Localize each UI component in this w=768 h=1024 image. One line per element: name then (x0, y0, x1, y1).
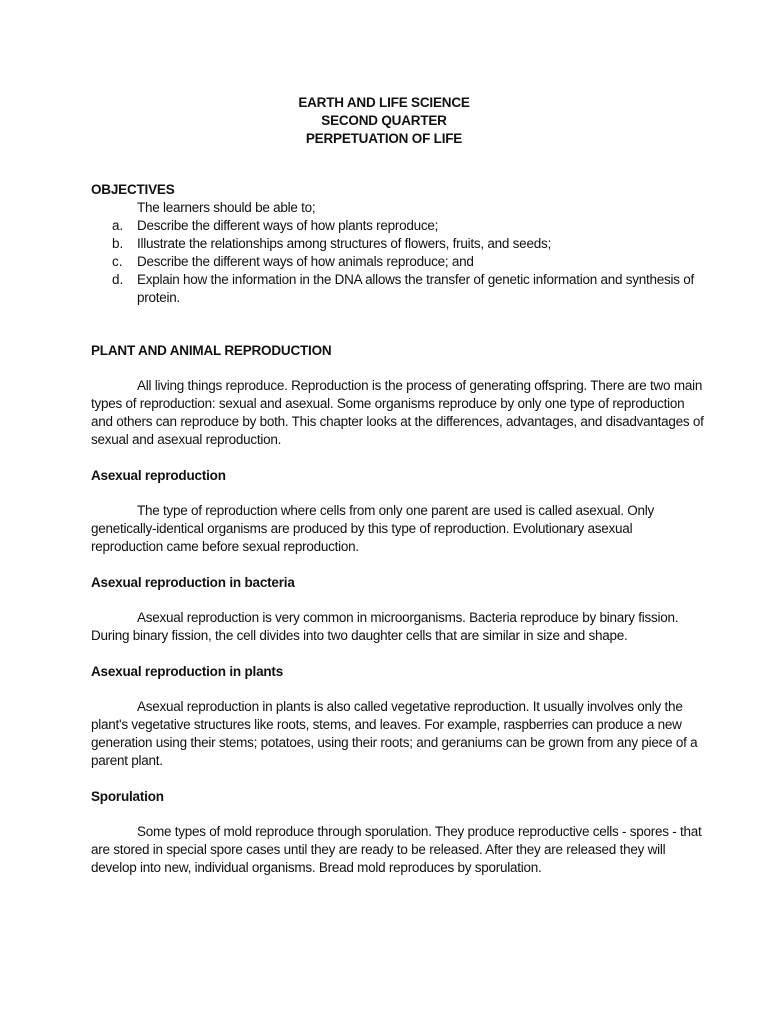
document-title (0, 94, 768, 148)
paragraph-line: are stored in special spore cases until they are ready to be released. After they are released they will (91, 842, 666, 857)
objective-d-text-line-1: Explain how the information in the DNA allows the transfer of genetic information and synthesis of (137, 272, 695, 287)
section-heading-asexual-plants: Asexual reproduction in plants (91, 664, 284, 679)
paragraph-line: The type of reproduction where cells from only one parent are used is called asexual. Only (137, 503, 655, 518)
objectives-intro: The learners should be able to; (137, 200, 316, 215)
paragraph-line: plant's vegetative structures like roots, stems, and leaves. For example, raspberries can produce a new (91, 717, 682, 732)
objective-a-text: Describe the different ways of how plants reproduce; (137, 218, 439, 233)
objective-b-text: Illustrate the relationships among structures of flowers, fruits, and seeds; (137, 236, 551, 251)
paragraph-line: Some types of mold reproduce through sporulation. They produce reproductive cells - spores - that (137, 824, 702, 839)
objective-marker-a: a. (112, 218, 124, 233)
paragraph-line: Asexual reproduction is very common in microorganisms. Bacteria reproduce by binary fission. (137, 610, 679, 625)
paragraph-line: and others can reproduce by both. This chapter looks at the differences, advantages, and disadvantages of (91, 414, 704, 429)
paragraph-line: develop into new, individual organisms. Bread mold reproduces by sporulation. (91, 860, 542, 875)
objective-marker-d: d. (112, 272, 124, 287)
paragraph-line: During binary fission, the cell divides into two daughter cells that are similar in size and shape. (91, 628, 628, 643)
section-heading-asexual-reproduction: Asexual reproduction (91, 468, 226, 483)
paragraph-line: Asexual reproduction in plants is also called vegetative reproduction. It usually involves only the (137, 699, 683, 714)
paragraph-line: sexual and asexual reproduction. (91, 432, 282, 447)
objective-d-text-line-2: protein. (137, 290, 181, 305)
paragraph-line: types of reproduction: sexual and asexual. Some organisms reproduce by only one type of reproduction (91, 396, 685, 411)
section-heading-plant-animal-reproduction: PLANT AND ANIMAL REPRODUCTION (91, 343, 332, 358)
objective-marker-c: c. (112, 254, 123, 269)
paragraph-line: All living things reproduce. Reproduction is the process of generating offspring. There are two main (137, 378, 703, 393)
paragraph-line: reproduction came before sexual reproduction. (91, 539, 359, 554)
title-line-1: EARTH AND LIFE SCIENCE (298, 95, 470, 110)
title-line-2: SECOND QUARTER (321, 113, 447, 128)
objective-c-text: Describe the different ways of how animals reproduce; and (137, 254, 474, 269)
paragraph-line: parent plant. (91, 753, 163, 768)
paragraph-line: generation using their stems; potatoes, using their roots; and geraniums can be grown from any piece of a (91, 735, 698, 750)
objectives-heading: OBJECTIVES (91, 182, 175, 197)
section-heading-sporulation: Sporulation (91, 789, 164, 804)
objective-marker-b: b. (112, 236, 124, 251)
paragraph-line: genetically-identical organisms are produced by this type of reproduction. Evolutionary asexual (91, 521, 633, 536)
title-line-3: PERPETUATION OF LIFE (305, 131, 463, 146)
section-heading-asexual-bacteria: Asexual reproduction in bacteria (91, 575, 295, 590)
